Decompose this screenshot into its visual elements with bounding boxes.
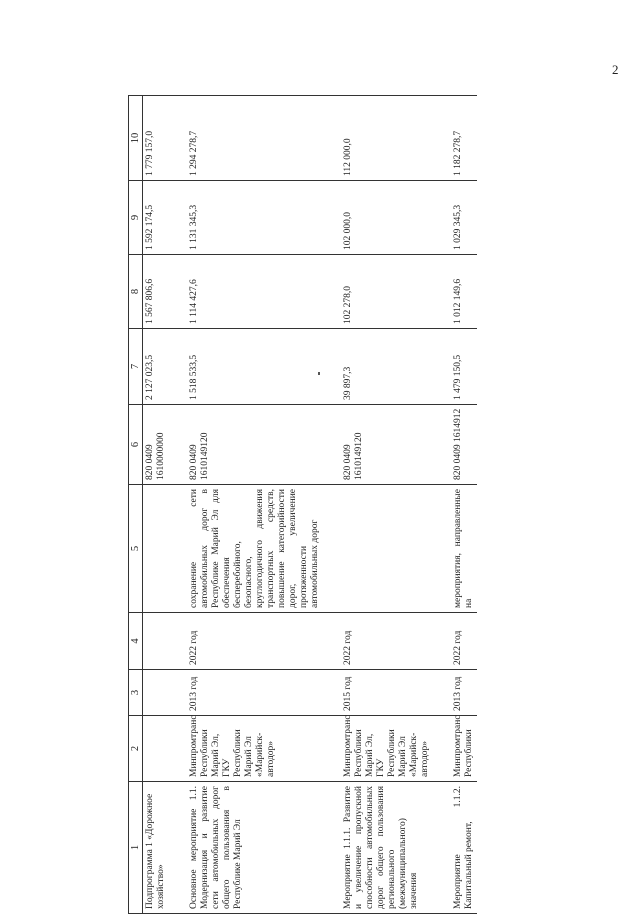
header-row <box>129 96 143 914</box>
executor-cell: Минпромтранс Республики Марий Эл, ГКУ Республики Марий Эл «Марийск-автодор» <box>341 716 433 782</box>
end-year-cell: 2022 год <box>187 613 323 670</box>
executor-cell: Минпромтранс Республики Марий Эл, ГКУ Республики Марий Эл «Марийск-автодор» <box>187 716 323 782</box>
end-year-cell: 2022 год <box>341 613 433 670</box>
amount-cell-7: 2 127 023,5 <box>143 329 170 405</box>
header-cell-3: 3 <box>129 670 143 716</box>
amount-cell-8: 1 012 149,6 <box>451 255 477 329</box>
amount-cell-8: 1 567 806,6 <box>143 255 170 329</box>
amount-cell-9: 1 029 345,3 <box>451 181 477 255</box>
amount-cell-7: 1 518 533,5 <box>187 329 323 405</box>
row-title: Мероприятие 1.1.1. Развитие и увеличение пропускной способности автомобильных дорог общего пользования регионального (межмуниципального) значения <box>341 782 433 914</box>
header-cell-5: 5 <box>129 485 143 613</box>
amount-cell-9: 102 000,0 <box>341 181 433 255</box>
start-year-cell: 2015 год <box>341 670 433 716</box>
budget-code-cell: 820 0409 1610149120 <box>341 405 433 485</box>
header-cell-6: 6 <box>129 405 143 485</box>
result-cell <box>341 485 433 613</box>
amount-cell-9: 1 131 345,3 <box>187 181 323 255</box>
header-cell-10: 10 <box>129 96 143 181</box>
row-title: Мероприятие 1.1.2. Капитальный ремонт, <box>451 782 477 914</box>
executor-cell: Минпромтранс Республики <box>451 716 477 782</box>
header-cell-4: 4 <box>129 613 143 670</box>
amount-cell-10: 1 294 278,7 <box>187 96 323 181</box>
budget-code-cell: 820 0409 1614912 <box>451 405 477 485</box>
header-cell-9: 9 <box>129 181 143 255</box>
result-cell <box>143 485 170 613</box>
result-cell: сохранение сети автомобильных дорог в Республике Марий Эл для обеспечения бесперебойного, безопасного, круглогодичного движения транспортных средств, повышение категорийности дорог, увеличение протяженности автомобильных дорог <box>187 485 323 613</box>
header-cell-1: 1 <box>129 782 143 914</box>
budget-code-cell: 820 0409 1610149120 <box>187 405 323 485</box>
row-title: Подпрограмма 1 «Дорожное хозяйство» <box>143 782 170 914</box>
budget-code-cell: 820 0409 1610000000 <box>143 405 170 485</box>
table-row-activity-1-1-2 <box>451 96 477 914</box>
header-cell-8: 8 <box>129 255 143 329</box>
amount-cell-10: 112 000,0 <box>341 96 433 181</box>
header-cell-7: 7 <box>129 329 143 405</box>
page-number: 2 <box>612 62 619 77</box>
amount-cell-7: 39 897,3 <box>341 329 433 405</box>
start-year-cell: 2013 год <box>451 670 477 716</box>
start-year-cell: 2013 год <box>187 670 323 716</box>
end-year-cell <box>143 613 170 670</box>
end-year-cell: 2022 год <box>451 613 477 670</box>
table-row-main-activity <box>187 96 323 914</box>
table-row-activity-1-1-1 <box>341 96 433 914</box>
amount-cell-10: 1 779 157,0 <box>143 96 170 181</box>
amount-cell-7: 1 479 150,5 <box>451 329 477 405</box>
amount-cell-10: 1 182 278,7 <box>451 96 477 181</box>
program-table <box>128 96 612 914</box>
start-year-cell <box>143 670 170 716</box>
amount-cell-8: 102 278,0 <box>341 255 433 329</box>
amount-cell-9: 1 592 174,5 <box>143 181 170 255</box>
result-cell: мероприятия, направленные на <box>451 485 477 613</box>
table-row-subprogram <box>143 96 170 914</box>
header-cell-2: 2 <box>129 716 143 782</box>
amount-cell-8: 1 114 427,6 <box>187 255 323 329</box>
executor-cell <box>143 716 170 782</box>
row-title: Основное мероприятие 1.1. Модернизация и развитие сети автомобильных дорог общего пользования в Республике Марий Эл <box>187 782 323 914</box>
